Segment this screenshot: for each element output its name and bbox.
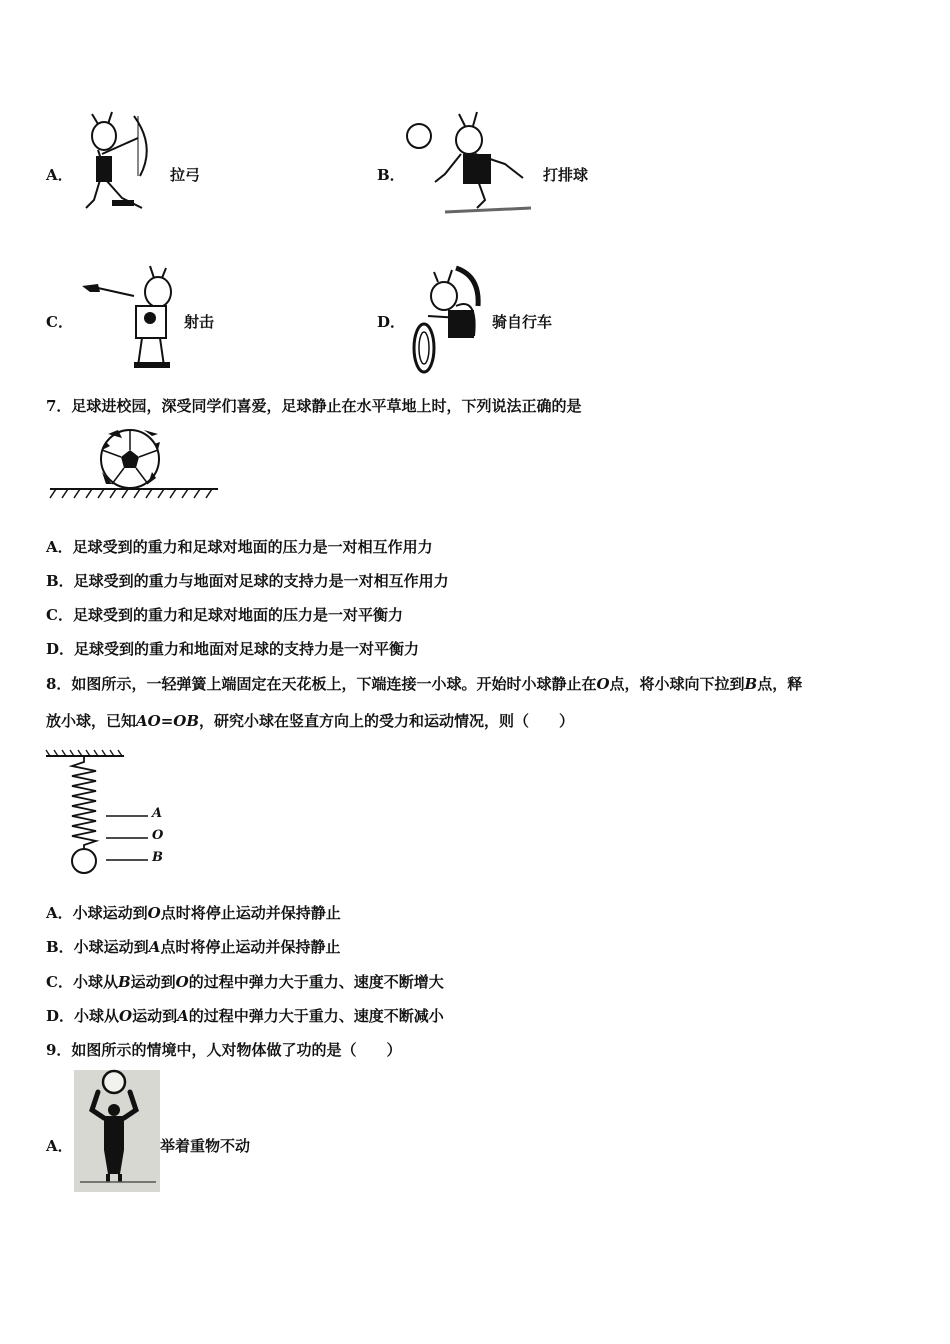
q8-stem-text: 点，释 [757, 675, 803, 693]
q8-option-a [46, 903, 341, 923]
shooter-goat-illustration [80, 262, 180, 372]
option-caption: 拉弓 [170, 166, 201, 184]
q8-option-c [46, 972, 444, 992]
option-caption: 打排球 [543, 166, 589, 184]
option-text: 运动到 [132, 1007, 178, 1025]
point-b: B [744, 675, 758, 693]
option-text: D．小球从 [46, 1007, 120, 1025]
football-on-grass-figure [48, 428, 220, 500]
q7-option-b: B．足球受到的重力与地面对足球的支持力是一对相互作用力 [46, 572, 449, 590]
option-var: A [148, 938, 161, 956]
person-holding-weight-illustration [74, 1070, 160, 1192]
q8-stem-text: 8．如图所示，一轻弹簧上端固定在天花板上，下端连接一小球。开始时小球静止在 [46, 675, 597, 693]
q8-option-b [46, 937, 340, 957]
option-text: 点时将停止运动并保持静止 [160, 938, 341, 956]
equation: AO=OB [136, 712, 200, 730]
option-text: 的过程中弹力大于重力、速度不断增大 [188, 973, 444, 991]
option-letter: B． [377, 166, 405, 184]
archer-goat-illustration [82, 110, 164, 214]
option-text: A．小球运动到 [46, 904, 148, 922]
q8-stem-line1 [46, 674, 802, 694]
point-o: O [596, 675, 610, 693]
option-var: O [175, 973, 189, 991]
option-text: B．小球运动到 [46, 938, 149, 956]
option-var: A [177, 1007, 189, 1025]
option-var: B [117, 973, 131, 991]
q8-option-d [46, 1006, 444, 1026]
option-letter: D． [377, 313, 406, 331]
option-text: C．小球从 [46, 973, 118, 991]
label-o: O [152, 828, 164, 843]
option-text: 点时将停止运动并保持静止 [160, 904, 341, 922]
cyclist-goat-illustration [408, 266, 488, 376]
volleyball-goat-illustration [405, 108, 535, 216]
option-caption: 举着重物不动 [160, 1137, 251, 1155]
q8-stem-line2 [46, 711, 574, 731]
option-var: O [147, 904, 161, 922]
q7-option-a: A．足球受到的重力和足球对地面的压力是一对相互作用力 [46, 538, 433, 556]
q8-stem-text: ，研究小球在竖直方向上的受力和运动情况，则（ ） [199, 712, 575, 730]
q7-option-c: C．足球受到的重力和足球对地面的压力是一对平衡力 [46, 606, 403, 624]
label-a: A [152, 806, 163, 821]
q8-stem-text: 点，将小球向下拉到 [609, 675, 745, 693]
q9-stem: 9．如图所示的情境中，人对物体做了功的是（ ） [46, 1041, 402, 1059]
q7-stem: 7．足球进校园，深受同学们喜爱，足球静止在水平草地上时，下列说法正确的是 [46, 397, 582, 415]
option-var: O [119, 1007, 133, 1025]
option-text: 运动到 [130, 973, 176, 991]
q8-stem-text: 放小球，已知 [46, 712, 137, 730]
option-letter: A． [46, 1137, 73, 1155]
option-text: 的过程中弹力大于重力、速度不断减小 [188, 1007, 444, 1025]
option-letter: C． [46, 313, 73, 331]
label-b: B [152, 850, 163, 865]
option-letter: A． [46, 166, 73, 184]
option-caption: 射击 [184, 313, 215, 331]
option-caption: 骑自行车 [492, 313, 553, 331]
q7-option-d: D．足球受到的重力和地面对足球的支持力是一对平衡力 [46, 640, 420, 658]
